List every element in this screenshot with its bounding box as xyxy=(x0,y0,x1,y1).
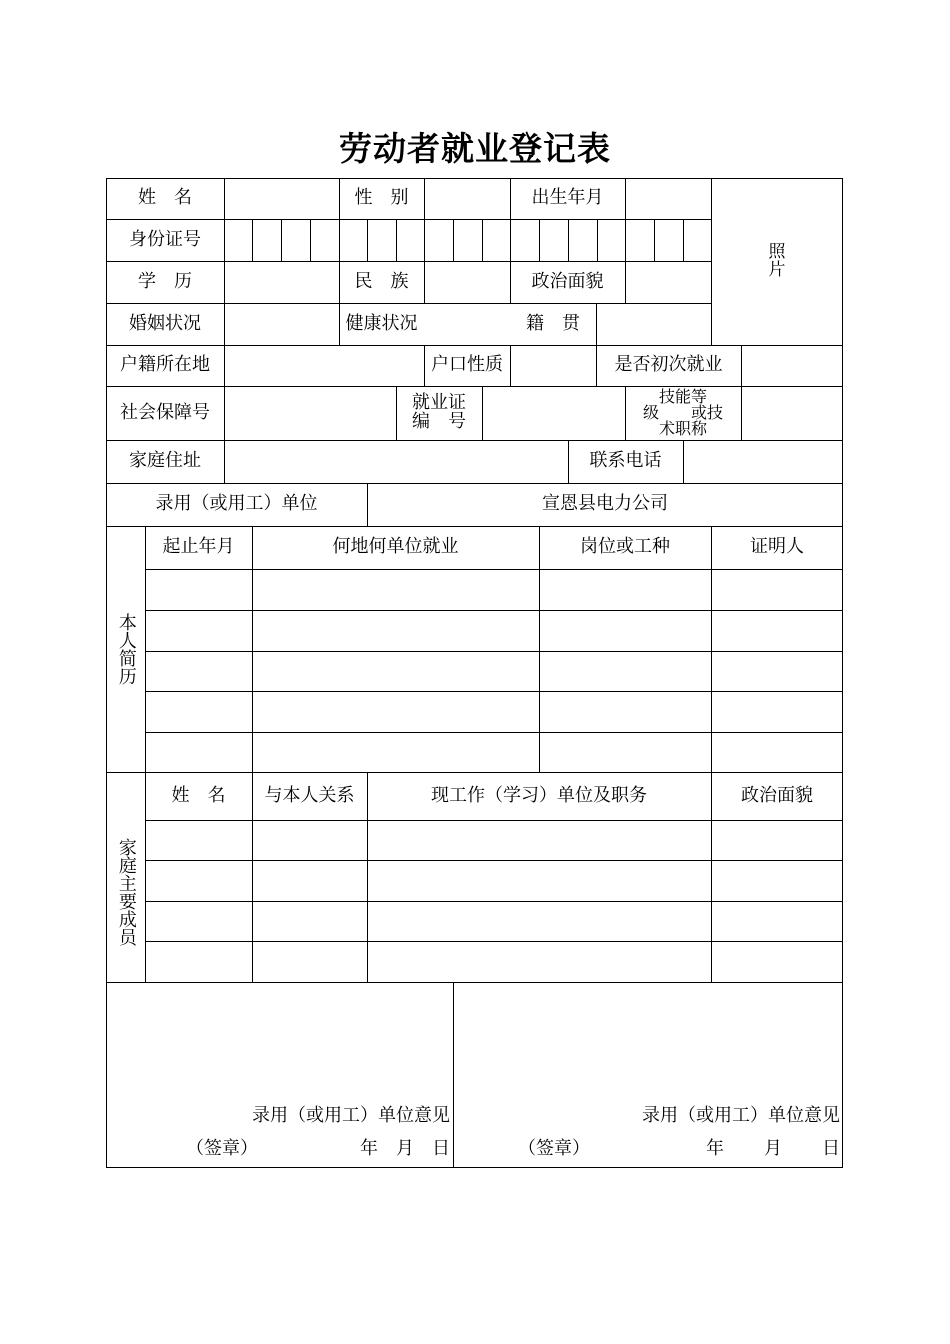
resume-row-cell[interactable] xyxy=(146,692,252,732)
ethnicity-label: 民 族 xyxy=(354,270,409,292)
resume-row-cell[interactable] xyxy=(253,692,539,732)
form-title: 劳动者就业登记表 xyxy=(339,129,611,168)
contact-phone-field[interactable] xyxy=(684,441,843,483)
home-address-field[interactable] xyxy=(225,441,568,483)
right-opinion-title: 录用（或用工）单位意见 xyxy=(642,1104,840,1126)
resume-header-period: 起止年月 xyxy=(162,536,235,558)
family-row-cell[interactable] xyxy=(146,861,252,901)
right-opinion-month: 月 xyxy=(764,1137,782,1159)
family-header-political: 政治面貌 xyxy=(741,784,813,806)
hukou-place-field[interactable] xyxy=(225,346,424,386)
family-row-cell[interactable] xyxy=(712,902,843,941)
resume-row-cell[interactable] xyxy=(146,652,252,691)
family-row-cell[interactable] xyxy=(368,902,711,941)
family-header-name: 姓 名 xyxy=(171,784,226,806)
skill-level-label: 技能等 级 或技 术职称 xyxy=(642,387,723,438)
marital-status-field[interactable] xyxy=(225,304,339,345)
resume-row-cell[interactable] xyxy=(253,733,539,772)
resume-row-cell[interactable] xyxy=(540,652,711,691)
name-field[interactable] xyxy=(225,179,339,219)
resume-section-label: 本人简历 xyxy=(115,613,137,685)
right-opinion-seal: （签章） xyxy=(518,1137,590,1159)
resume-row-cell[interactable] xyxy=(712,733,843,772)
employer-label: 录用（或用工）单位 xyxy=(155,493,318,515)
employment-cert-label: 就业证 编 号 xyxy=(412,392,466,432)
family-row-cell[interactable] xyxy=(146,942,252,982)
social-security-field[interactable] xyxy=(225,387,396,440)
family-row-cell[interactable] xyxy=(368,821,711,860)
family-row-cell[interactable] xyxy=(146,821,252,860)
photo-box: 照 片 xyxy=(768,241,786,280)
left-opinion-title: 录用（或用工）单位意见 xyxy=(252,1104,450,1126)
resume-header-witness: 证明人 xyxy=(750,536,804,558)
right-opinion-year: 年 xyxy=(706,1137,724,1159)
native-place-field[interactable] xyxy=(597,304,711,345)
resume-row-cell[interactable] xyxy=(146,611,252,651)
family-row-cell[interactable] xyxy=(253,861,367,901)
resume-row-cell[interactable] xyxy=(712,611,843,651)
left-opinion-seal: （签章） xyxy=(186,1137,258,1159)
employer-value[interactable]: 宣恩县电力公司 xyxy=(542,493,668,515)
family-header-workplace: 现工作（学习）单位及职务 xyxy=(431,784,647,806)
family-row-cell[interactable] xyxy=(712,821,843,860)
social-security-label: 社会保障号 xyxy=(120,401,210,423)
employment-cert-field[interactable] xyxy=(483,387,625,440)
political-status-field[interactable] xyxy=(626,262,711,303)
hukou-type-label: 户口性质 xyxy=(431,354,503,376)
resume-row-cell[interactable] xyxy=(540,733,711,772)
resume-header-employer: 何地何单位就业 xyxy=(332,536,459,558)
resume-row-cell[interactable] xyxy=(146,570,252,610)
id-number-label: 身份证号 xyxy=(129,228,201,250)
skill-level-field[interactable] xyxy=(742,387,843,440)
resume-row-cell[interactable] xyxy=(253,611,539,651)
health-status-label: 健康状况 xyxy=(345,312,418,334)
education-field[interactable] xyxy=(225,262,339,303)
political-status-label: 政治面貌 xyxy=(531,270,604,292)
native-place-label: 籍 贯 xyxy=(526,312,580,334)
resume-row-cell[interactable] xyxy=(712,570,843,610)
ethnicity-field[interactable] xyxy=(425,262,510,303)
resume-header-position: 岗位或工种 xyxy=(580,536,670,558)
first-employment-field[interactable] xyxy=(742,346,843,386)
resume-row-cell[interactable] xyxy=(540,611,711,651)
birth-field[interactable] xyxy=(626,179,711,219)
birth-label: 出生年月 xyxy=(531,187,604,209)
resume-row-cell[interactable] xyxy=(712,652,843,691)
health-status-field[interactable] xyxy=(425,304,510,345)
family-row-cell[interactable] xyxy=(146,902,252,941)
left-opinion-date: 年 月 日 xyxy=(360,1137,450,1159)
id-number-field[interactable] xyxy=(225,220,711,261)
gender-field[interactable] xyxy=(425,179,510,219)
grid-line xyxy=(453,982,454,1168)
right-opinion-day: 日 xyxy=(822,1137,840,1159)
home-address-label: 家庭住址 xyxy=(129,450,201,472)
family-row-cell[interactable] xyxy=(368,861,711,901)
family-row-cell[interactable] xyxy=(712,942,843,982)
resume-row-cell[interactable] xyxy=(540,692,711,732)
grid-line xyxy=(106,982,843,983)
hukou-type-field[interactable] xyxy=(511,346,596,386)
first-employment-label: 是否初次就业 xyxy=(614,354,723,376)
family-row-cell[interactable] xyxy=(253,902,367,941)
family-row-cell[interactable] xyxy=(253,821,367,860)
resume-row-cell[interactable] xyxy=(146,733,252,772)
family-row-cell[interactable] xyxy=(712,861,843,901)
marital-status-label: 婚姻状况 xyxy=(129,312,201,334)
family-header-relation: 与本人关系 xyxy=(264,784,355,806)
family-row-cell[interactable] xyxy=(253,942,367,982)
family-row-cell[interactable] xyxy=(368,942,711,982)
education-label: 学 历 xyxy=(138,270,192,292)
resume-row-cell[interactable] xyxy=(253,652,539,691)
hukou-place-label: 户籍所在地 xyxy=(120,354,210,376)
resume-row-cell[interactable] xyxy=(540,570,711,610)
contact-phone-label: 联系电话 xyxy=(589,450,662,472)
gender-label: 性 别 xyxy=(354,187,409,209)
resume-row-cell[interactable] xyxy=(253,570,539,610)
family-section-label: 家庭主要成员 xyxy=(115,838,137,946)
resume-row-cell[interactable] xyxy=(712,692,843,732)
name-label: 姓 名 xyxy=(138,187,192,209)
